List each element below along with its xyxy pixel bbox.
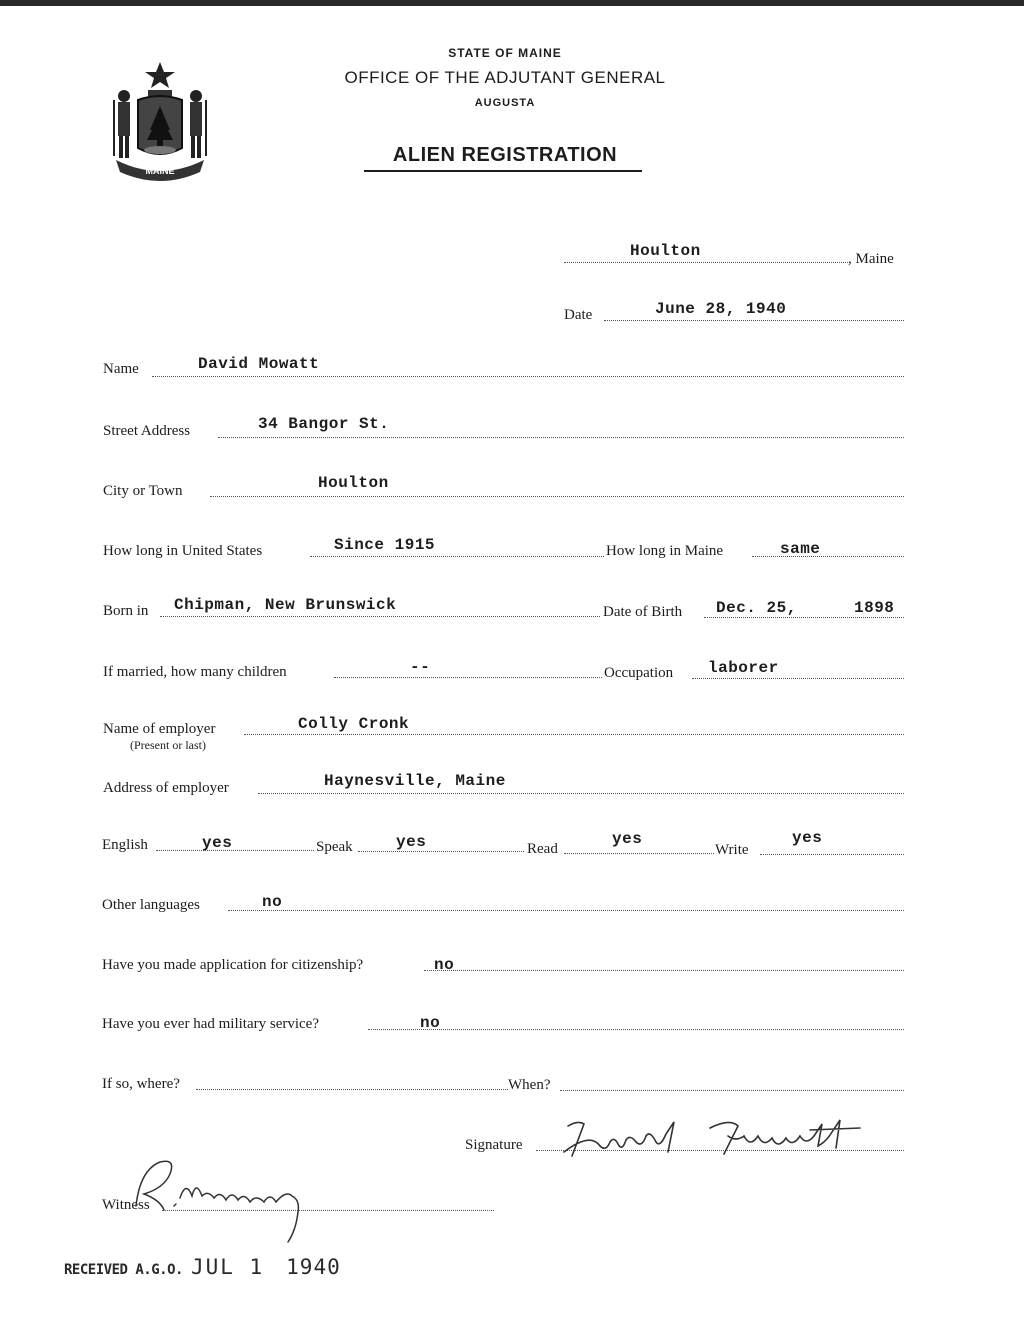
other-languages-line <box>228 910 904 911</box>
form-title: ALIEN REGISTRATION <box>392 144 618 166</box>
military-label: Have you ever had military service? <box>102 1016 319 1032</box>
signature-text: David Mowatt <box>560 1112 566 1113</box>
born-value: Chipman, New Brunswick <box>174 596 397 614</box>
date-line <box>604 320 904 321</box>
street-line <box>218 437 904 438</box>
when-line <box>560 1090 904 1091</box>
where-line <box>196 1089 508 1090</box>
name-label: Name <box>103 361 139 377</box>
citizenship-line <box>424 970 904 971</box>
employer-line <box>244 734 904 735</box>
english-line <box>156 850 314 851</box>
occupation-line <box>692 678 904 679</box>
employer-address-value: Haynesville, Maine <box>324 772 506 790</box>
read-line <box>564 853 714 854</box>
stamp-date: JUL 1 <box>190 1255 265 1279</box>
other-languages-label: Other languages <box>102 897 200 913</box>
city-value: Houlton <box>318 474 389 492</box>
header-state: STATE OF MAINE <box>448 46 562 60</box>
location-value: Houlton <box>630 242 701 260</box>
date-label: Date <box>564 307 593 323</box>
military-value: no <box>420 1014 441 1032</box>
employer-sublabel: (Present or last) <box>130 738 206 752</box>
seal-text: MAINE <box>145 166 175 176</box>
witness-text: R. Murray <box>120 1150 125 1151</box>
born-label: Born in <box>103 603 149 619</box>
where-label: If so, where? <box>102 1076 180 1092</box>
dob-value-year: 1898 <box>854 599 895 617</box>
other-languages-value: no <box>262 893 283 911</box>
dob-value-md: Dec. 25, <box>716 599 797 617</box>
speak-label: Speak <box>316 839 353 855</box>
read-label: Read <box>527 841 558 857</box>
write-value: yes <box>792 829 823 847</box>
me-length-label: How long in Maine <box>606 543 724 559</box>
stamp-year: 1940 <box>286 1255 341 1279</box>
employer-value: Colly Cronk <box>298 715 410 733</box>
when-label: When? <box>508 1077 551 1093</box>
employer-address-label: Address of employer <box>103 780 229 796</box>
children-line <box>334 677 602 678</box>
me-length-line <box>752 556 904 557</box>
children-label: If married, how many children <box>103 664 287 680</box>
header-office: OFFICE OF THE ADJUTANT GENERAL <box>344 68 666 87</box>
name-line <box>152 376 904 377</box>
received-stamp <box>64 1255 341 1279</box>
date-value: June 28, 1940 <box>655 300 787 318</box>
signature-label: Signature <box>465 1137 523 1153</box>
witness-label: Witness <box>102 1197 150 1213</box>
dob-line <box>704 617 904 618</box>
state-seal-icon <box>108 56 212 184</box>
title-underline <box>364 170 642 172</box>
location-line <box>564 262 850 263</box>
street-label: Street Address <box>103 423 191 439</box>
children-value: -- <box>410 658 431 676</box>
street-value: 34 Bangor St. <box>258 415 390 433</box>
speak-value: yes <box>396 833 427 851</box>
witness-handwriting <box>120 1150 320 1246</box>
citizenship-value: no <box>434 956 455 974</box>
read-value: yes <box>612 830 643 848</box>
write-line <box>760 854 904 855</box>
stamp-received: RECEIVED A.G.O. <box>64 1262 183 1278</box>
write-label: Write <box>715 842 749 858</box>
name-value: David Mowatt <box>198 355 320 373</box>
military-line <box>368 1029 904 1030</box>
occupation-label: Occupation <box>604 665 674 681</box>
employer-label: Name of employer <box>103 721 216 737</box>
english-value: yes <box>202 834 233 852</box>
me-length-value: same <box>780 540 821 558</box>
city-line <box>210 496 904 497</box>
location-suffix: , Maine <box>848 251 894 267</box>
us-length-line <box>310 556 604 557</box>
speak-line <box>358 851 524 852</box>
us-length-value: Since 1915 <box>334 536 436 554</box>
english-label: English <box>102 837 148 853</box>
us-length-label: How long in United States <box>103 543 263 559</box>
citizenship-label: Have you made application for citizenship? <box>102 957 364 973</box>
employer-address-line <box>258 793 904 794</box>
occupation-value: laborer <box>708 659 779 677</box>
top-border <box>0 0 1024 6</box>
signature-handwriting <box>560 1112 880 1162</box>
city-label: City or Town <box>103 483 183 499</box>
dob-label: Date of Birth <box>603 604 683 620</box>
header-city: AUGUSTA <box>474 97 536 109</box>
born-line <box>160 616 600 617</box>
